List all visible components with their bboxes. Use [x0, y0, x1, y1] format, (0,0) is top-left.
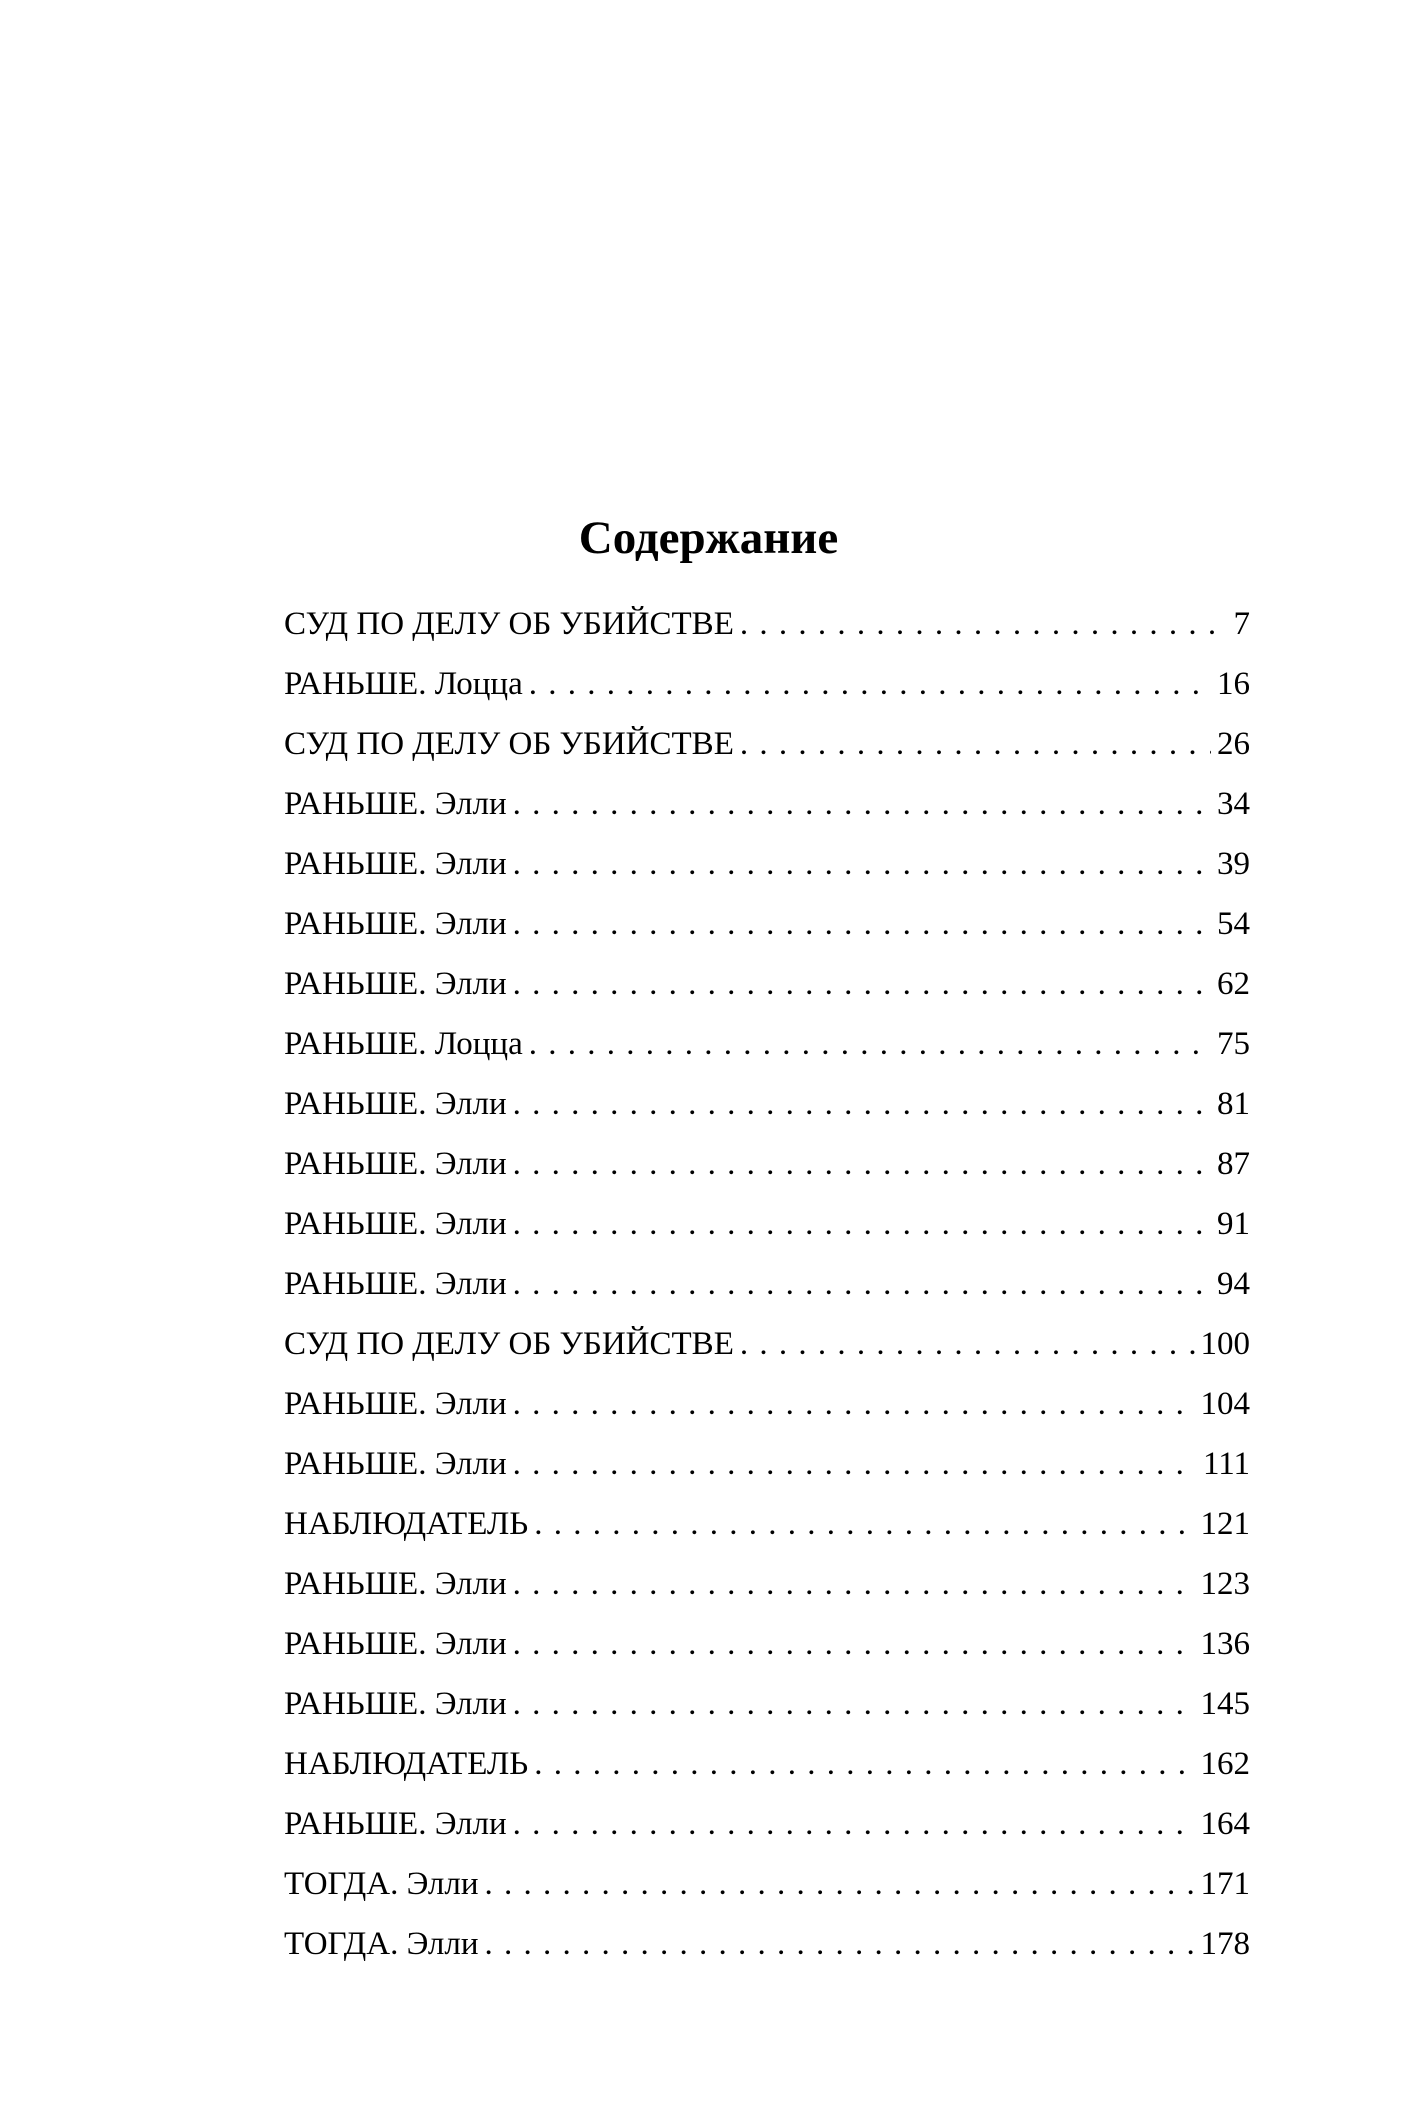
toc-entry — [284, 1314, 1250, 1374]
toc-entry — [284, 594, 1250, 654]
dot-leader — [513, 834, 1211, 894]
toc-entry-label: СУД ПО ДЕЛУ ОБ УБИЙСТВЕ — [284, 606, 734, 642]
toc-entry-page: 178 — [1200, 1926, 1250, 1962]
toc-entry — [284, 834, 1250, 894]
toc-entry-label: РАНЬШЕ. Элли — [284, 1566, 507, 1602]
toc-entry-page: 136 — [1200, 1626, 1250, 1662]
toc-entry — [284, 1494, 1250, 1554]
toc-entry-label: РАНЬШЕ. Элли — [284, 1446, 507, 1482]
toc-entry — [284, 654, 1250, 714]
dot-leader — [513, 1434, 1197, 1494]
toc-entry — [284, 1014, 1250, 1074]
toc-entry-label: РАНЬШЕ. Элли — [284, 1806, 507, 1842]
toc-entry-page: 121 — [1200, 1506, 1250, 1542]
toc-entry-page: 94 — [1217, 1266, 1250, 1302]
dot-leader — [513, 954, 1211, 1014]
toc-entry-page: 75 — [1217, 1026, 1250, 1062]
toc-entry — [284, 1254, 1250, 1314]
toc-entry — [284, 1074, 1250, 1134]
toc-entry-label: СУД ПО ДЕЛУ ОБ УБИЙСТВЕ — [284, 726, 734, 762]
toc-entry — [284, 1434, 1250, 1494]
toc-entry-page: 16 — [1217, 666, 1250, 702]
dot-leader — [513, 1674, 1195, 1734]
dot-leader — [534, 1494, 1194, 1554]
toc-entry-page: 123 — [1200, 1566, 1250, 1602]
toc-entry-page: 162 — [1200, 1746, 1250, 1782]
toc-entry-label: РАНЬШЕ. Элли — [284, 786, 507, 822]
toc-entry-page: 39 — [1217, 846, 1250, 882]
toc-entry — [284, 954, 1250, 1014]
toc-entry — [284, 774, 1250, 834]
toc-entry — [284, 1554, 1250, 1614]
toc-entry-label: РАНЬШЕ. Элли — [284, 1686, 507, 1722]
table-of-contents — [284, 594, 1250, 1974]
toc-entry-page: 7 — [1233, 606, 1250, 642]
dot-leader — [740, 1314, 1195, 1374]
dot-leader — [513, 1074, 1211, 1134]
dot-leader — [485, 1914, 1195, 1974]
toc-entry-page: 26 — [1217, 726, 1250, 762]
toc-entry — [284, 894, 1250, 954]
toc-entry — [284, 1194, 1250, 1254]
toc-entry-label: СУД ПО ДЕЛУ ОБ УБИЙСТВЕ — [284, 1326, 734, 1362]
dot-leader — [513, 1194, 1211, 1254]
toc-entry-page: 34 — [1217, 786, 1250, 822]
toc-entry-label: РАНЬШЕ. Элли — [284, 1386, 507, 1422]
toc-entry — [284, 1854, 1250, 1914]
dot-leader — [513, 774, 1211, 834]
dot-leader — [534, 1734, 1194, 1794]
dot-leader — [513, 1254, 1211, 1314]
dot-leader — [513, 1134, 1211, 1194]
toc-entry-page: 100 — [1200, 1326, 1250, 1362]
toc-entry — [284, 1794, 1250, 1854]
toc-entry-label: НАБЛЮДАТЕЛЬ — [284, 1746, 529, 1782]
dot-leader — [513, 1374, 1195, 1434]
toc-entry — [284, 714, 1250, 774]
toc-entry-label: РАНЬШЕ. Лоцца — [284, 1026, 523, 1062]
toc-entry — [284, 1614, 1250, 1674]
dot-leader — [485, 1854, 1195, 1914]
toc-entry — [284, 1914, 1250, 1974]
toc-entry-label: РАНЬШЕ. Элли — [284, 906, 507, 942]
dot-leader — [740, 714, 1211, 774]
toc-entry-page: 62 — [1217, 966, 1250, 1002]
toc-entry-label: РАНЬШЕ. Элли — [284, 846, 507, 882]
toc-entry-label: ТОГДА. Элли — [284, 1926, 479, 1962]
dot-leader — [529, 654, 1211, 714]
toc-entry-page: 145 — [1200, 1686, 1250, 1722]
toc-entry-label: РАНЬШЕ. Элли — [284, 1146, 507, 1182]
toc-entry-label: РАНЬШЕ. Лоцца — [284, 666, 523, 702]
toc-entry-label: РАНЬШЕ. Элли — [284, 966, 507, 1002]
toc-entry-page: 87 — [1217, 1146, 1250, 1182]
dot-leader — [513, 1554, 1195, 1614]
toc-entry-label: РАНЬШЕ. Элли — [284, 1626, 507, 1662]
toc-entry-page: 164 — [1200, 1806, 1250, 1842]
toc-entry-page: 54 — [1217, 906, 1250, 942]
dot-leader — [513, 1614, 1195, 1674]
toc-title: Содержание — [578, 512, 839, 564]
toc-entry — [284, 1374, 1250, 1434]
toc-entry — [284, 1134, 1250, 1194]
toc-entry-label: РАНЬШЕ. Элли — [284, 1086, 507, 1122]
dot-leader — [740, 594, 1228, 654]
toc-entry — [284, 1734, 1250, 1794]
toc-entry-label: НАБЛЮДАТЕЛЬ — [284, 1506, 529, 1542]
dot-leader — [529, 1014, 1211, 1074]
dot-leader — [513, 894, 1211, 954]
toc-entry-page: 104 — [1200, 1386, 1250, 1422]
toc-entry-page: 81 — [1217, 1086, 1250, 1122]
dot-leader — [513, 1794, 1195, 1854]
toc-entry-page: 91 — [1217, 1206, 1250, 1242]
toc-entry-label: РАНЬШЕ. Элли — [284, 1266, 507, 1302]
toc-entry-label: РАНЬШЕ. Элли — [284, 1206, 507, 1242]
toc-entry-page: 111 — [1202, 1446, 1250, 1482]
toc-entry — [284, 1674, 1250, 1734]
toc-entry-label: ТОГДА. Элли — [284, 1866, 479, 1902]
toc-entry-page: 171 — [1200, 1866, 1250, 1902]
